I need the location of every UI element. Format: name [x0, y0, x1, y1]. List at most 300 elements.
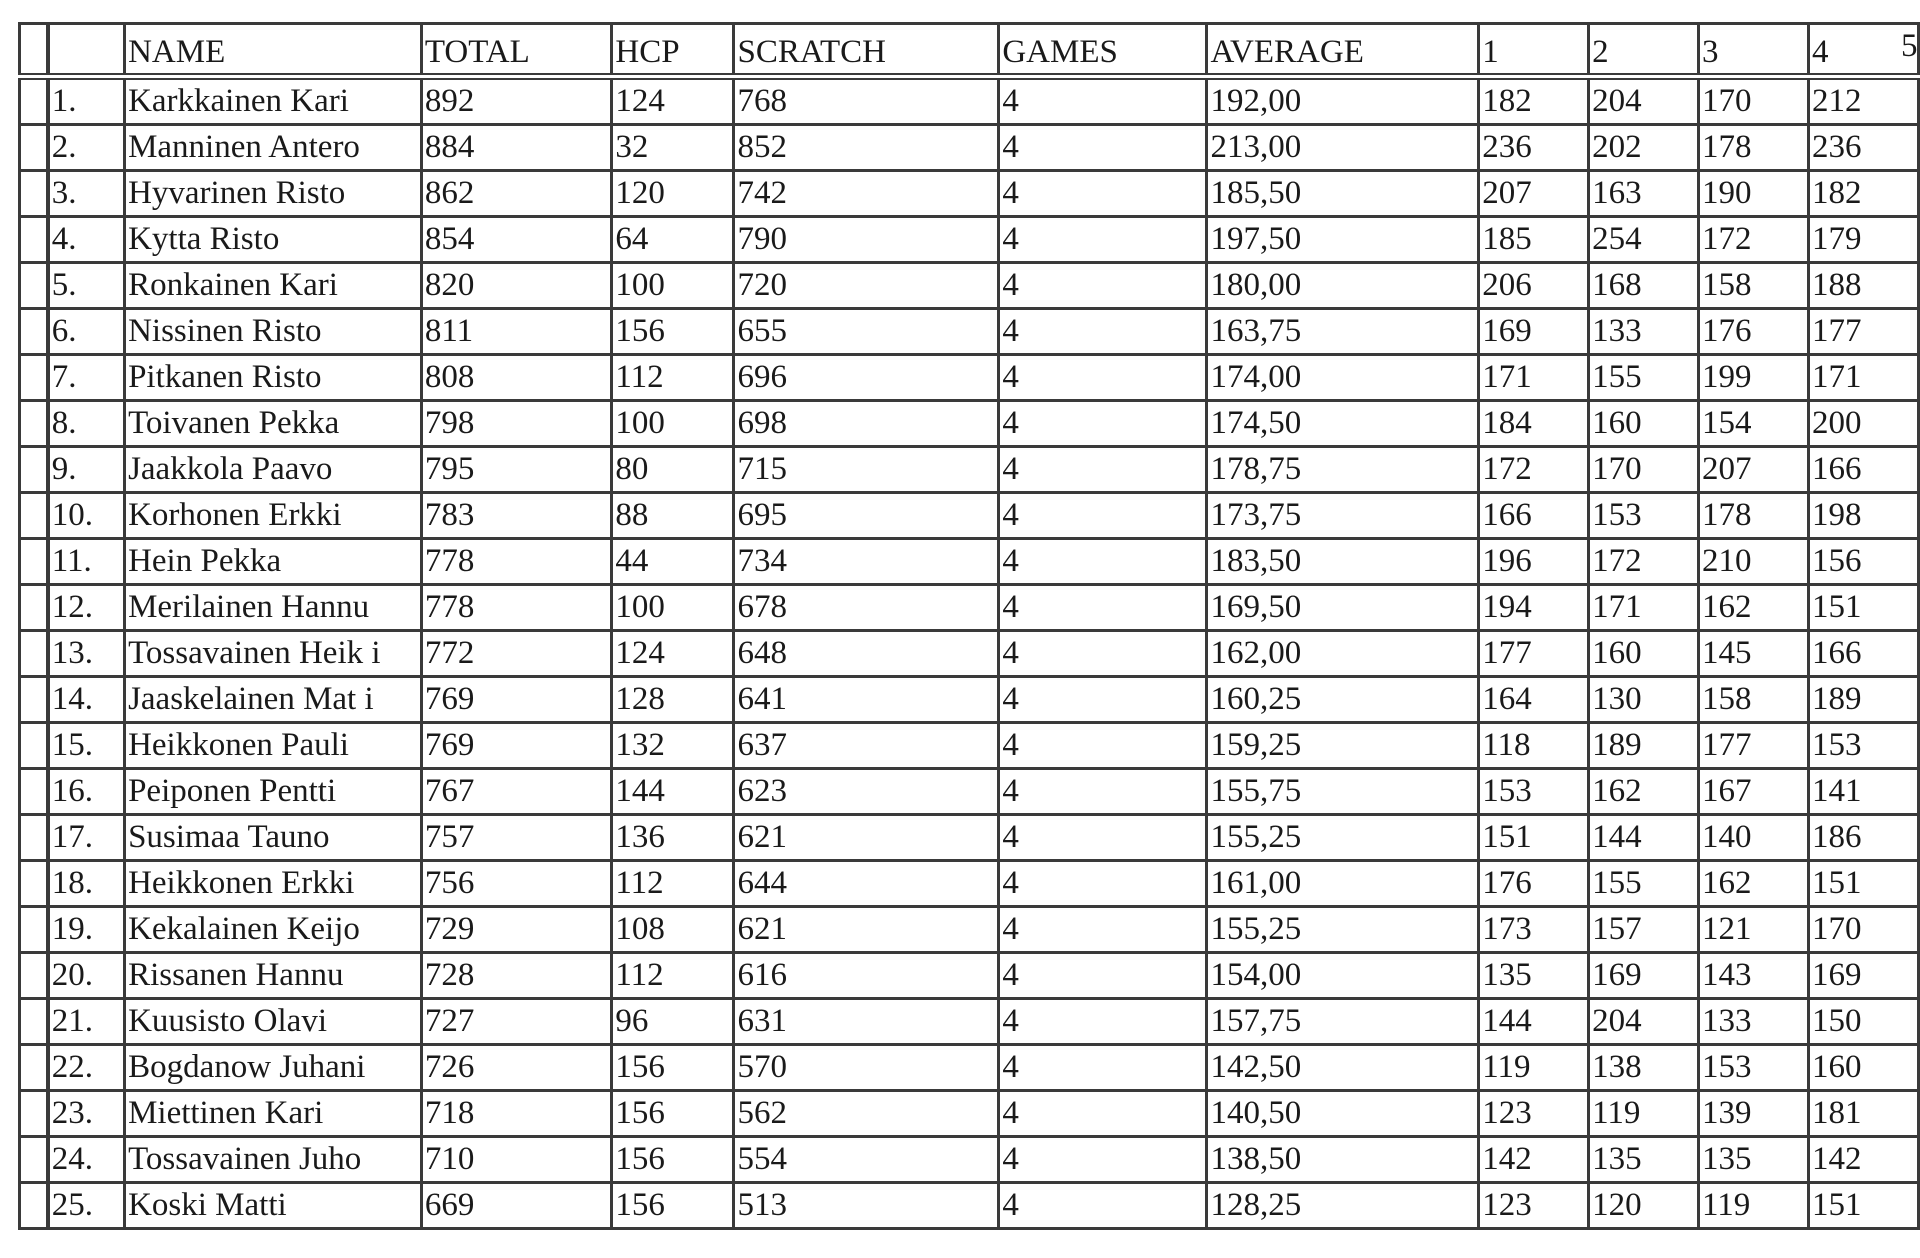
- game-3-cell: 158: [1699, 677, 1809, 723]
- rank-cell: 18.: [48, 861, 125, 907]
- game-2-cell: 168: [1589, 263, 1699, 309]
- header-scratch: SCRATCH: [734, 24, 999, 77]
- name-cell: Susimaa Tauno: [125, 815, 422, 861]
- average-cell: 140,50: [1207, 1091, 1479, 1137]
- game-3-cell: 139: [1699, 1091, 1809, 1137]
- blank-cell: [20, 999, 48, 1045]
- rank-cell: 9.: [48, 447, 125, 493]
- hcp-cell: 88: [612, 493, 734, 539]
- average-cell: 155,25: [1207, 907, 1479, 953]
- game-2-cell: 155: [1589, 355, 1699, 401]
- game-2-cell: 162: [1589, 769, 1699, 815]
- average-cell: 185,50: [1207, 171, 1479, 217]
- total-cell: 757: [421, 815, 612, 861]
- scratch-cell: 621: [734, 907, 999, 953]
- scratch-cell: 631: [734, 999, 999, 1045]
- game-2-cell: 189: [1589, 723, 1699, 769]
- rank-cell: 24.: [48, 1137, 125, 1183]
- games-cell: 4: [999, 723, 1207, 769]
- game-4-cell: 141: [1808, 769, 1918, 815]
- total-cell: 798: [421, 401, 612, 447]
- header-game-5: 5: [1901, 28, 1918, 64]
- game-1-cell: 177: [1479, 631, 1589, 677]
- game-2-cell: 204: [1589, 999, 1699, 1045]
- total-cell: 808: [421, 355, 612, 401]
- total-cell: 795: [421, 447, 612, 493]
- table-row: [20, 1183, 1919, 1229]
- hcp-cell: 128: [612, 677, 734, 723]
- rank-cell: 4.: [48, 217, 125, 263]
- game-3-cell: 140: [1699, 815, 1809, 861]
- blank-cell: [20, 171, 48, 217]
- average-cell: 192,00: [1207, 77, 1479, 125]
- total-cell: 854: [421, 217, 612, 263]
- games-cell: 4: [999, 1137, 1207, 1183]
- game-4-cell: 151: [1808, 1183, 1918, 1229]
- name-cell: Toivanen Pekka: [125, 401, 422, 447]
- table-row: [20, 677, 1919, 723]
- game-2-cell: 157: [1589, 907, 1699, 953]
- games-cell: 4: [999, 815, 1207, 861]
- game-2-cell: 133: [1589, 309, 1699, 355]
- table-row: [20, 217, 1919, 263]
- games-cell: 4: [999, 1091, 1207, 1137]
- game-1-cell: 142: [1479, 1137, 1589, 1183]
- game-4-cell: 169: [1808, 953, 1918, 999]
- rank-cell: 8.: [48, 401, 125, 447]
- name-cell: Kuusisto Olavi: [125, 999, 422, 1045]
- table-row: [20, 171, 1919, 217]
- games-cell: 4: [999, 677, 1207, 723]
- rank-cell: 17.: [48, 815, 125, 861]
- game-1-cell: 194: [1479, 585, 1589, 631]
- scratch-cell: 678: [734, 585, 999, 631]
- table-row: [20, 723, 1919, 769]
- average-cell: 169,50: [1207, 585, 1479, 631]
- game-2-cell: 160: [1589, 631, 1699, 677]
- game-1-cell: 164: [1479, 677, 1589, 723]
- game-4-cell: 181: [1808, 1091, 1918, 1137]
- average-cell: 173,75: [1207, 493, 1479, 539]
- name-cell: Manninen Antero: [125, 125, 422, 171]
- average-cell: 174,50: [1207, 401, 1479, 447]
- hcp-cell: 100: [612, 401, 734, 447]
- total-cell: 772: [421, 631, 612, 677]
- average-cell: 163,75: [1207, 309, 1479, 355]
- table-row: [20, 493, 1919, 539]
- game-4-cell: 166: [1808, 631, 1918, 677]
- rank-cell: 22.: [48, 1045, 125, 1091]
- game-2-cell: 120: [1589, 1183, 1699, 1229]
- blank-cell: [20, 355, 48, 401]
- total-cell: 862: [421, 171, 612, 217]
- game-4-cell: 171: [1808, 355, 1918, 401]
- scratch-cell: 790: [734, 217, 999, 263]
- games-cell: 4: [999, 1183, 1207, 1229]
- blank-cell: [20, 723, 48, 769]
- game-3-cell: 172: [1699, 217, 1809, 263]
- game-4-cell: 198: [1808, 493, 1918, 539]
- blank-cell: [20, 861, 48, 907]
- game-2-cell: 163: [1589, 171, 1699, 217]
- scratch-cell: 562: [734, 1091, 999, 1137]
- game-3-cell: 158: [1699, 263, 1809, 309]
- table-row: [20, 769, 1919, 815]
- rank-cell: 11.: [48, 539, 125, 585]
- table-row: [20, 1137, 1919, 1183]
- table-row: [20, 953, 1919, 999]
- blank-cell: [20, 217, 48, 263]
- game-3-cell: 167: [1699, 769, 1809, 815]
- game-3-cell: 162: [1699, 585, 1809, 631]
- blank-cell: [20, 263, 48, 309]
- scratch-cell: 695: [734, 493, 999, 539]
- game-1-cell: 169: [1479, 309, 1589, 355]
- average-cell: 180,00: [1207, 263, 1479, 309]
- game-4-cell: 160: [1808, 1045, 1918, 1091]
- average-cell: 162,00: [1207, 631, 1479, 677]
- game-4-cell: 186: [1808, 815, 1918, 861]
- hcp-cell: 132: [612, 723, 734, 769]
- rank-cell: 10.: [48, 493, 125, 539]
- blank-cell: [20, 769, 48, 815]
- average-cell: 178,75: [1207, 447, 1479, 493]
- game-4-cell: 150: [1808, 999, 1918, 1045]
- hcp-cell: 112: [612, 355, 734, 401]
- total-cell: 728: [421, 953, 612, 999]
- results-table: [18, 22, 1920, 1230]
- hcp-cell: 112: [612, 861, 734, 907]
- hcp-cell: 64: [612, 217, 734, 263]
- table-row: [20, 77, 1919, 125]
- game-2-cell: 130: [1589, 677, 1699, 723]
- table-row: [20, 309, 1919, 355]
- game-4-cell: 236: [1808, 125, 1918, 171]
- total-cell: 769: [421, 677, 612, 723]
- rank-cell: 6.: [48, 309, 125, 355]
- name-cell: Rissanen Hannu: [125, 953, 422, 999]
- game-1-cell: 123: [1479, 1091, 1589, 1137]
- scratch-cell: 698: [734, 401, 999, 447]
- scratch-cell: 742: [734, 171, 999, 217]
- scratch-cell: 655: [734, 309, 999, 355]
- games-cell: 4: [999, 539, 1207, 585]
- game-4-cell: 177: [1808, 309, 1918, 355]
- game-4-cell: 170: [1808, 907, 1918, 953]
- game-1-cell: 123: [1479, 1183, 1589, 1229]
- game-4-cell: 166: [1808, 447, 1918, 493]
- table-row: [20, 815, 1919, 861]
- average-cell: 142,50: [1207, 1045, 1479, 1091]
- table-row: [20, 125, 1919, 171]
- rank-cell: 21.: [48, 999, 125, 1045]
- game-2-cell: 160: [1589, 401, 1699, 447]
- scratch-cell: 768: [734, 77, 999, 125]
- hcp-cell: 156: [612, 1137, 734, 1183]
- game-3-cell: 121: [1699, 907, 1809, 953]
- game-2-cell: 144: [1589, 815, 1699, 861]
- rank-cell: 14.: [48, 677, 125, 723]
- rank-cell: 5.: [48, 263, 125, 309]
- games-cell: 4: [999, 907, 1207, 953]
- rank-cell: 12.: [48, 585, 125, 631]
- scratch-cell: 637: [734, 723, 999, 769]
- name-cell: Tossavainen Juho: [125, 1137, 422, 1183]
- game-1-cell: 207: [1479, 171, 1589, 217]
- hcp-cell: 156: [612, 309, 734, 355]
- game-1-cell: 135: [1479, 953, 1589, 999]
- name-cell: Karkkainen Kari: [125, 77, 422, 125]
- hcp-cell: 124: [612, 631, 734, 677]
- scratch-cell: 644: [734, 861, 999, 907]
- game-3-cell: 210: [1699, 539, 1809, 585]
- scratch-cell: 554: [734, 1137, 999, 1183]
- game-1-cell: 196: [1479, 539, 1589, 585]
- game-4-cell: 156: [1808, 539, 1918, 585]
- games-cell: 4: [999, 953, 1207, 999]
- average-cell: 128,25: [1207, 1183, 1479, 1229]
- blank-cell: [20, 585, 48, 631]
- average-cell: 213,00: [1207, 125, 1479, 171]
- average-cell: 155,75: [1207, 769, 1479, 815]
- game-4-cell: 142: [1808, 1137, 1918, 1183]
- games-cell: 4: [999, 217, 1207, 263]
- header-games: GAMES: [999, 24, 1207, 77]
- scratch-cell: 570: [734, 1045, 999, 1091]
- blank-cell: [20, 953, 48, 999]
- blank-cell: [20, 539, 48, 585]
- game-1-cell: 185: [1479, 217, 1589, 263]
- game-2-cell: 170: [1589, 447, 1699, 493]
- average-cell: 174,00: [1207, 355, 1479, 401]
- table-row: [20, 907, 1919, 953]
- blank-cell: [20, 1045, 48, 1091]
- games-cell: 4: [999, 263, 1207, 309]
- game-3-cell: 177: [1699, 723, 1809, 769]
- scratch-cell: 852: [734, 125, 999, 171]
- game-1-cell: 184: [1479, 401, 1589, 447]
- total-cell: 892: [421, 77, 612, 125]
- table-row: [20, 1091, 1919, 1137]
- game-1-cell: 153: [1479, 769, 1589, 815]
- games-cell: 4: [999, 447, 1207, 493]
- blank-cell: [20, 401, 48, 447]
- hcp-cell: 124: [612, 77, 734, 125]
- hcp-cell: 80: [612, 447, 734, 493]
- hcp-cell: 136: [612, 815, 734, 861]
- games-cell: 4: [999, 125, 1207, 171]
- table-row: [20, 539, 1919, 585]
- game-1-cell: 176: [1479, 861, 1589, 907]
- header-game-1: 1: [1479, 24, 1589, 77]
- name-cell: Hein Pekka: [125, 539, 422, 585]
- header-total: TOTAL: [421, 24, 612, 77]
- total-cell: 767: [421, 769, 612, 815]
- header-game-3: 3: [1699, 24, 1809, 77]
- average-cell: 157,75: [1207, 999, 1479, 1045]
- name-cell: Peiponen Pentti: [125, 769, 422, 815]
- header-rank-cell: [48, 24, 125, 77]
- rank-cell: 13.: [48, 631, 125, 677]
- game-4-cell: 151: [1808, 861, 1918, 907]
- games-cell: 4: [999, 1045, 1207, 1091]
- games-cell: 4: [999, 631, 1207, 677]
- games-cell: 4: [999, 401, 1207, 447]
- blank-cell: [20, 677, 48, 723]
- game-3-cell: 176: [1699, 309, 1809, 355]
- header-game-2: 2: [1589, 24, 1699, 77]
- rank-cell: 25.: [48, 1183, 125, 1229]
- name-cell: Korhonen Erkki: [125, 493, 422, 539]
- scratch-cell: 720: [734, 263, 999, 309]
- total-cell: 778: [421, 585, 612, 631]
- total-cell: 778: [421, 539, 612, 585]
- game-1-cell: 119: [1479, 1045, 1589, 1091]
- game-3-cell: 135: [1699, 1137, 1809, 1183]
- table-row: [20, 1045, 1919, 1091]
- scratch-cell: 715: [734, 447, 999, 493]
- table-row: [20, 263, 1919, 309]
- average-cell: 197,50: [1207, 217, 1479, 263]
- game-4-cell: 189: [1808, 677, 1918, 723]
- name-cell: Heikkonen Erkki: [125, 861, 422, 907]
- game-4-cell: 188: [1808, 263, 1918, 309]
- games-cell: 4: [999, 585, 1207, 631]
- table-row: [20, 631, 1919, 677]
- game-1-cell: 151: [1479, 815, 1589, 861]
- average-cell: 154,00: [1207, 953, 1479, 999]
- games-cell: 4: [999, 493, 1207, 539]
- table-row: [20, 861, 1919, 907]
- total-cell: 718: [421, 1091, 612, 1137]
- game-3-cell: 143: [1699, 953, 1809, 999]
- game-4-cell: 212: [1808, 77, 1918, 125]
- average-cell: 155,25: [1207, 815, 1479, 861]
- game-4-cell: 151: [1808, 585, 1918, 631]
- hcp-cell: 156: [612, 1091, 734, 1137]
- header-average: AVERAGE: [1207, 24, 1479, 77]
- hcp-cell: 144: [612, 769, 734, 815]
- name-cell: Nissinen Risto: [125, 309, 422, 355]
- game-3-cell: 207: [1699, 447, 1809, 493]
- name-cell: Heikkonen Pauli: [125, 723, 422, 769]
- name-cell: Pitkanen Risto: [125, 355, 422, 401]
- rank-cell: 16.: [48, 769, 125, 815]
- blank-cell: [20, 815, 48, 861]
- rank-cell: 7.: [48, 355, 125, 401]
- rank-cell: 23.: [48, 1091, 125, 1137]
- blank-cell: [20, 77, 48, 125]
- game-2-cell: 171: [1589, 585, 1699, 631]
- blank-cell: [20, 125, 48, 171]
- average-cell: 138,50: [1207, 1137, 1479, 1183]
- name-cell: Ronkainen Kari: [125, 263, 422, 309]
- blank-cell: [20, 907, 48, 953]
- hcp-cell: 120: [612, 171, 734, 217]
- results-body: [20, 77, 1919, 1229]
- game-2-cell: 202: [1589, 125, 1699, 171]
- name-cell: Kytta Risto: [125, 217, 422, 263]
- name-cell: Jaakkola Paavo: [125, 447, 422, 493]
- header-row: [20, 24, 1919, 77]
- rank-cell: 3.: [48, 171, 125, 217]
- table-row: [20, 401, 1919, 447]
- blank-cell: [20, 1183, 48, 1229]
- game-2-cell: 135: [1589, 1137, 1699, 1183]
- name-cell: Koski Matti: [125, 1183, 422, 1229]
- game-3-cell: 133: [1699, 999, 1809, 1045]
- game-4-cell: 200: [1808, 401, 1918, 447]
- game-2-cell: 204: [1589, 77, 1699, 125]
- blank-cell: [20, 631, 48, 677]
- game-3-cell: 153: [1699, 1045, 1809, 1091]
- scratch-cell: 696: [734, 355, 999, 401]
- name-cell: Jaaskelainen Mat i: [125, 677, 422, 723]
- hcp-cell: 32: [612, 125, 734, 171]
- hcp-cell: 96: [612, 999, 734, 1045]
- header-hcp: HCP: [612, 24, 734, 77]
- total-cell: 884: [421, 125, 612, 171]
- average-cell: 160,25: [1207, 677, 1479, 723]
- game-1-cell: 236: [1479, 125, 1589, 171]
- rank-cell: 19.: [48, 907, 125, 953]
- game-1-cell: 144: [1479, 999, 1589, 1045]
- games-cell: 4: [999, 861, 1207, 907]
- game-1-cell: 118: [1479, 723, 1589, 769]
- rank-cell: 20.: [48, 953, 125, 999]
- name-cell: Hyvarinen Risto: [125, 171, 422, 217]
- total-cell: 820: [421, 263, 612, 309]
- name-cell: Miettinen Kari: [125, 1091, 422, 1137]
- game-1-cell: 166: [1479, 493, 1589, 539]
- total-cell: 756: [421, 861, 612, 907]
- scratch-cell: 513: [734, 1183, 999, 1229]
- name-cell: Tossavainen Heik i: [125, 631, 422, 677]
- game-3-cell: 199: [1699, 355, 1809, 401]
- scratch-cell: 623: [734, 769, 999, 815]
- blank-cell: [20, 493, 48, 539]
- game-4-cell: 179: [1808, 217, 1918, 263]
- game-1-cell: 182: [1479, 77, 1589, 125]
- game-3-cell: 154: [1699, 401, 1809, 447]
- blank-cell: [20, 1137, 48, 1183]
- header-blank-cell: [20, 24, 48, 77]
- name-cell: Merilainen Hannu: [125, 585, 422, 631]
- game-1-cell: 171: [1479, 355, 1589, 401]
- games-cell: 4: [999, 355, 1207, 401]
- game-1-cell: 173: [1479, 907, 1589, 953]
- hcp-cell: 156: [612, 1183, 734, 1229]
- game-2-cell: 119: [1589, 1091, 1699, 1137]
- total-cell: 811: [421, 309, 612, 355]
- game-2-cell: 138: [1589, 1045, 1699, 1091]
- average-cell: 161,00: [1207, 861, 1479, 907]
- rank-cell: 1.: [48, 77, 125, 125]
- hcp-cell: 44: [612, 539, 734, 585]
- hcp-cell: 108: [612, 907, 734, 953]
- table-row: [20, 999, 1919, 1045]
- total-cell: 669: [421, 1183, 612, 1229]
- header-name: NAME: [125, 24, 422, 77]
- hcp-cell: 156: [612, 1045, 734, 1091]
- total-cell: 783: [421, 493, 612, 539]
- scratch-cell: 641: [734, 677, 999, 723]
- game-2-cell: 153: [1589, 493, 1699, 539]
- game-3-cell: 190: [1699, 171, 1809, 217]
- total-cell: 710: [421, 1137, 612, 1183]
- total-cell: 769: [421, 723, 612, 769]
- game-1-cell: 206: [1479, 263, 1589, 309]
